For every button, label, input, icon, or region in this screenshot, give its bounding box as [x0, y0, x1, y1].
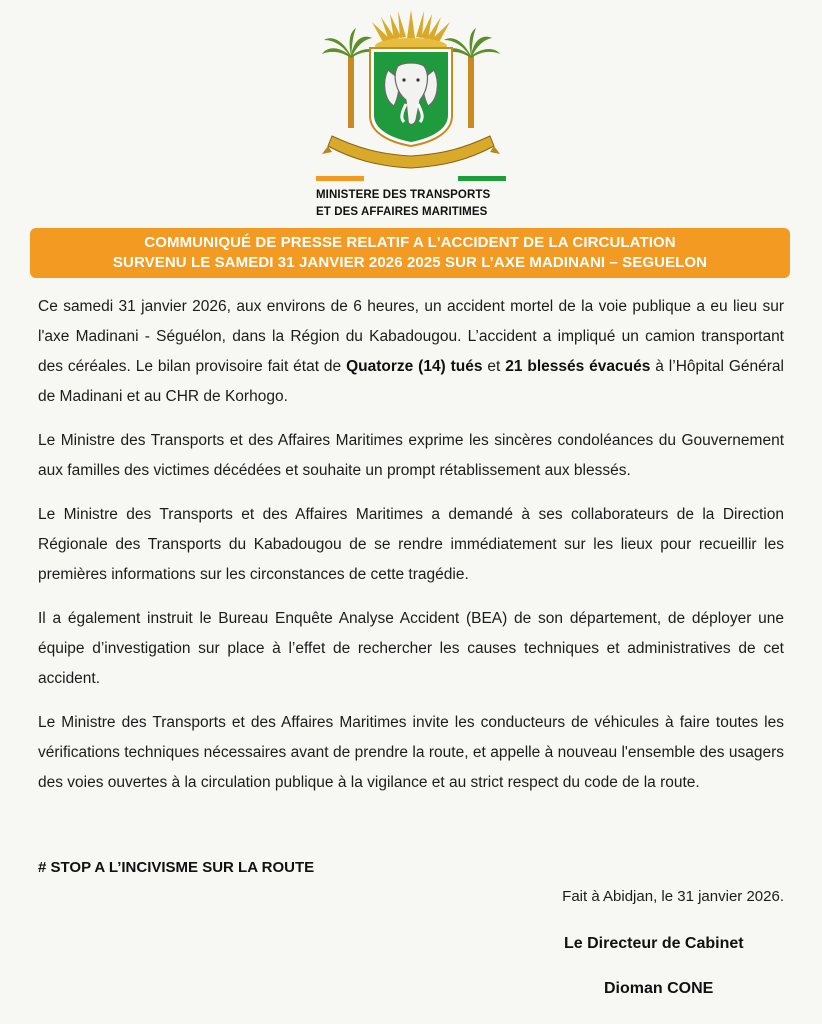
- coat-of-arms-emblem: [318, 8, 504, 176]
- flag-bar-green: [458, 176, 506, 181]
- signatory-name: Dioman CONE: [604, 980, 714, 997]
- title-line-1: COMMUNIQUÉ DE PRESSE RELATIF A L'ACCIDENT DE LA CIRCULATION: [144, 234, 676, 251]
- signatory-title: Le Directeur de Cabinet: [564, 935, 744, 952]
- p1-text-c: à l’Hôpital Général de Madinani et au CHR de Korhogo.: [38, 358, 784, 405]
- injured-count: 21 blessés évacués: [505, 358, 651, 375]
- flag-color-bars: [316, 176, 506, 181]
- title-line-2: SURVENU LE SAMEDI 31 JANVIER 2026 2025 SUR L’AXE MADINANI – SEGUELON: [112, 254, 708, 271]
- paragraph-condolences: Le Ministre des Transports et des Affaires Maritimes exprime les sincères condoléances du Gouvernement aux familles des victimes décédées et souhaite un prompt rétablissement aux blessés.: [38, 432, 784, 479]
- campaign-hashtag: # STOP A L’INCIVISME SUR LA ROUTE: [38, 859, 315, 876]
- paragraph-accident-summary: [38, 292, 784, 412]
- place-and-date: Fait à Abidjan, le 31 janvier 2026.: [562, 888, 784, 905]
- ministry-block: [316, 176, 508, 221]
- paragraph-regional-direction: Le Ministre des Transports et des Affaires Maritimes a demandé à ses collaborateurs de la Direction Régionale des Transports du Kabadougou de se rendre immédiatement sur les lieux pour recueillir les premières informations sur les circonstances de cette tragédie.: [38, 506, 784, 583]
- p1-text-b: et: [482, 358, 506, 375]
- paragraph-driver-advice: Le Ministre des Transports et des Affaires Maritimes invite les conducteurs de véhicules à faire toutes les vérifications techniques nécessaires avant de prendre la route, et appelle à nouveau l'ensemble des usagers des voies ouvertes à la circulation publique à la vigilance et au strict respect du code de la route.: [38, 714, 784, 791]
- ministry-name-line-2: ET DES AFFAIRES MARITIMES: [316, 206, 488, 218]
- ministry-name-line-1: MINISTERE DES TRANSPORTS: [316, 189, 491, 201]
- paragraph-bea-investigation: Il a également instruit le Bureau Enquête Analyse Accident (BEA) de son département, de déployer une équipe d’investigation sur place à l’effet de rechercher les causes techniques et administratives de cet accident.: [38, 610, 784, 687]
- death-toll: Quatorze (14) tués: [346, 358, 483, 375]
- p1-text-a: Ce samedi 31 janvier 2026, aux environs de 6 heures, un accident mortel de la voie publique a eu lieu sur l'axe Madinani - Séguélon, dans la Région du Kabadougou. L’accident a impliqué un camion transportant des céréales. Le bilan provisoire fait état de: [38, 298, 784, 375]
- flag-bar-orange: [316, 176, 364, 181]
- title-banner: [30, 228, 790, 278]
- press-release-body: [38, 292, 784, 812]
